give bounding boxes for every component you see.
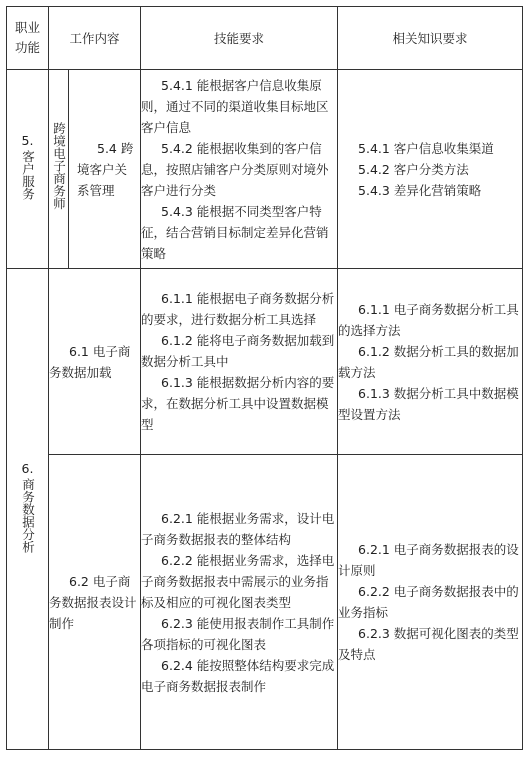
skills-standard-table [6, 6, 523, 750]
knowledge-cell [338, 269, 523, 455]
header-row [7, 7, 523, 70]
table-row-6-2 [7, 455, 523, 750]
knowledge-item: 6.1.1 电子商务数据分析工具的选择方法 [338, 301, 519, 338]
function-number: 5. [21, 133, 34, 148]
table-row-6-1 [7, 269, 523, 455]
skill-item: 5.4.3 能根据不同类型客户特征，结合营销目标制定差异化营销策略 [141, 203, 329, 261]
knowledge-cell [338, 455, 523, 750]
work-content-cell [49, 455, 141, 750]
knowledge-item: 5.4.3 差异化营销策略 [358, 182, 482, 198]
work-content-label: 6.2 电子商务数据报表设计制作 [49, 573, 137, 631]
knowledge-item: 6.2.2 电子商务数据报表中的业务指标 [338, 584, 519, 620]
knowledge-item: 6.2.3 数据可视化图表的类型及特点 [338, 626, 519, 662]
skill-item: 6.2.1 能根据业务需求，设计电子商务数据报表的整体结构 [141, 510, 335, 547]
knowledge-item: 6.2.1 电子商务数据报表的设计原则 [338, 542, 519, 578]
work-content-cell [69, 70, 141, 269]
function-name: 商务数据分析 [20, 477, 36, 553]
function-number: 6. [21, 460, 34, 476]
skill-item: 6.1.2 能将电子商务数据加载到数据分析工具中 [141, 333, 335, 369]
skill-cell [141, 455, 338, 750]
skill-item: 6.1.1 能根据电子商务数据分析的要求，进行数据分析工具选择 [141, 291, 335, 327]
header-work: 工作内容 [49, 7, 141, 70]
skill-item: 6.2.3 能使用报表制作工具制作各项指标的可视化图表 [141, 615, 335, 652]
skill-item: 6.2.4 能按照整体结构要求完成电子商务数据报表制作 [141, 657, 335, 694]
work-content-label: 6.1 电子商务数据加载 [49, 343, 131, 380]
skill-item: 6.1.3 能根据数据分析内容的要求，在数据分析工具中设置数据模型 [141, 375, 335, 432]
knowledge-item: 6.1.3 数据分析工具中数据模型设置方法 [338, 385, 519, 422]
skill-cell [141, 70, 338, 269]
header-skill: 技能要求 [141, 7, 338, 70]
header-knowledge: 相关知识要求 [338, 7, 523, 70]
knowledge-item: 5.4.2 客户分类方法 [358, 161, 469, 177]
header-function: 职业功能 [7, 7, 49, 70]
knowledge-item: 6.1.2 数据分析工具的数据加载方法 [338, 343, 519, 380]
work-content-cell [49, 269, 141, 455]
skill-item: 5.4.1 能根据客户信息收集原则，通过不同的渠道收集目标地区客户信息 [141, 77, 329, 135]
table-row-5-4 [7, 70, 523, 269]
skill-item: 5.4.2 能根据收集到的客户信息，按照店铺客户分类原则对境外客户进行分类 [141, 140, 329, 198]
skill-item: 6.2.2 能根据业务需求，选择电子商务数据报表中需展示的业务指标及相应的可视化图表类型 [141, 552, 335, 610]
function-cell-6 [7, 269, 49, 750]
role-cell [49, 70, 69, 269]
skill-cell [141, 269, 338, 455]
knowledge-cell [338, 70, 523, 269]
function-cell-5 [7, 70, 49, 269]
work-content-label: 5.4 跨境客户关系管理 [77, 140, 134, 198]
function-name: 客户服务 [20, 150, 36, 200]
role-label: 跨境电子商务师 [51, 122, 67, 210]
knowledge-item: 5.4.1 客户信息收集渠道 [358, 140, 494, 156]
